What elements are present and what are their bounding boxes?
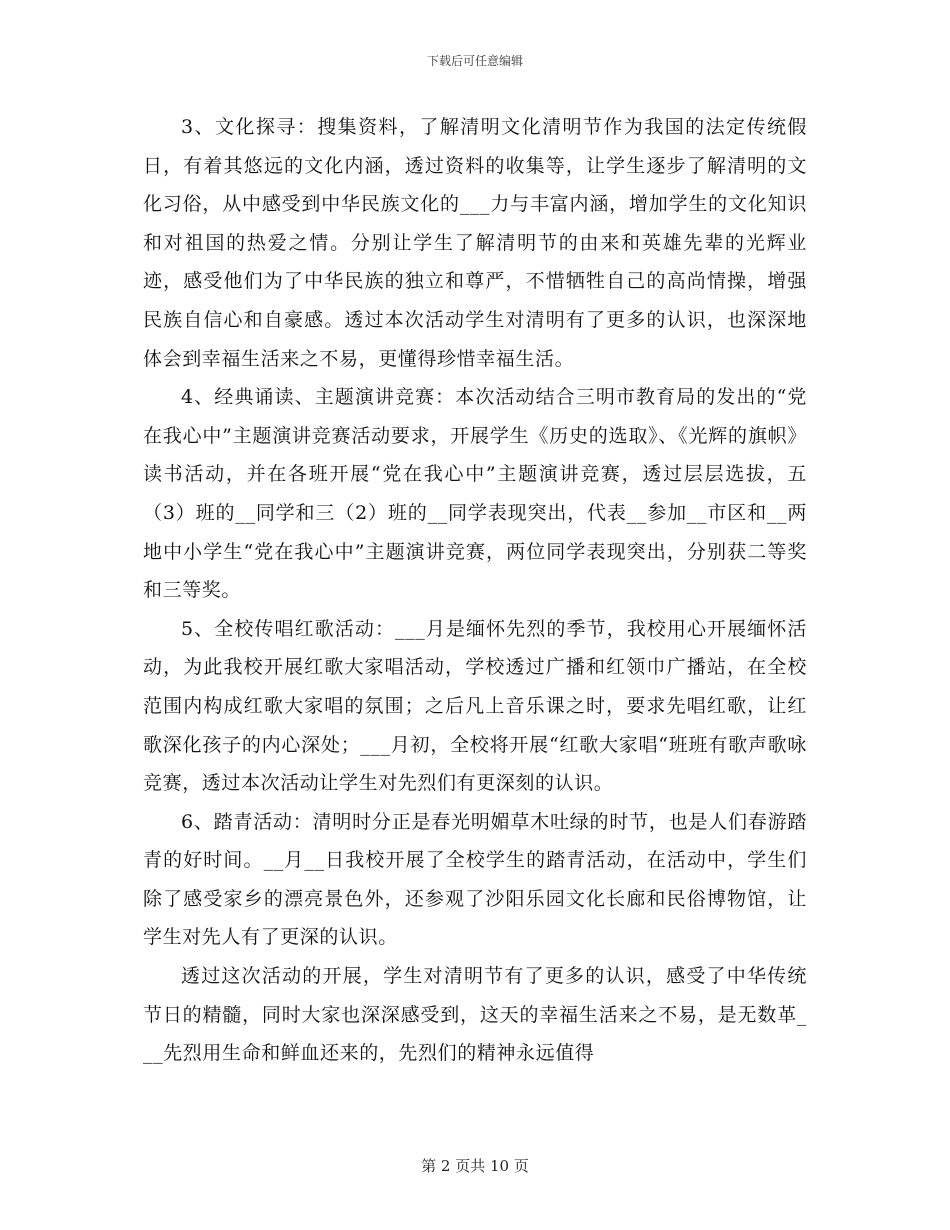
page-header: 下载后可任意编辑 (426, 54, 523, 68)
paragraph-summary: 透过这次活动的开展，学生对清明节有了更多的认识，感受了中华传统节日的精髓，同时大家也深深感受到，这天的幸福生活来之不易，是无数革___先烈用生命和鲜血还来的，先烈们的精神永远值得 (143, 965, 807, 1065)
paragraph-spring-outing: 6、踏青活动：清明时分正是春光明媚草木吐绿的时节，也是人们春游踏青的好时间。__月__日我校开展了全校学生的踏青活动，在活动中，学生们除了感受家乡的漂亮景色外，还参观了沙阳乐园文化长廊和民俗博物馆，让学生对先人有了更深的认识。 (143, 810, 807, 949)
document-body (143, 108, 807, 1073)
paragraph-red-song-activity: 5、全校传唱红歌活动：___月是缅怀先烈的季节，我校用心开展缅怀活动，为此我校开展红歌大家唱活动，学校透过广播和红领巾广播站，在全校范围内构成红歌大家唱的氛围；之后凡上音乐课之时，要求先唱红歌，让红歌深化孩子的内心深处；___月初，全校将开展“红歌大家唱“班班有歌声歌咏竞赛，透过本次活动让学生对先烈们有更深刻的认识。 (143, 617, 807, 795)
page-number: 第 2 页共 10 页 (421, 1157, 529, 1175)
paragraph-cultural-exploration: 3、文化探寻：搜集资料，了解清明文化清明节作为我国的法定传统假日，有着其悠远的文化内涵，透过资料的收集等，让学生逐步了解清明的文化习俗，从中感受到中华民族文化的___力与丰富内涵，增加学生的文化知识和对祖国的热爱之情。分别让学生了解清明节的由来和英雄先辈的光辉业迹，感受他们为了中华民族的独立和尊严，不惜牺牲自己的高尚情操，增强民族自信心和自豪感。透过本次活动学生对清明有了更多的认识，也深深地体会到幸福生活来之不易，更懂得珍惜幸福生活。 (143, 116, 807, 370)
paragraph-speech-contest: 4、经典诵读、主题演讲竞赛：本次活动结合三明市教育局的发出的“党在我心中”主题演讲竞赛活动要求，开展学生《历史的选取》、《光辉的旗帜》读书活动，并在各班开展“党在我心中”主题演讲竞赛，透过层层选拔，五（3）班的__同学和三（2）班的__同学表现突出，代表__参加__市区和__两地中小学生“党在我心中”主题演讲竞赛，两位同学表现突出，分别获二等奖和三等奖。 (143, 386, 807, 602)
